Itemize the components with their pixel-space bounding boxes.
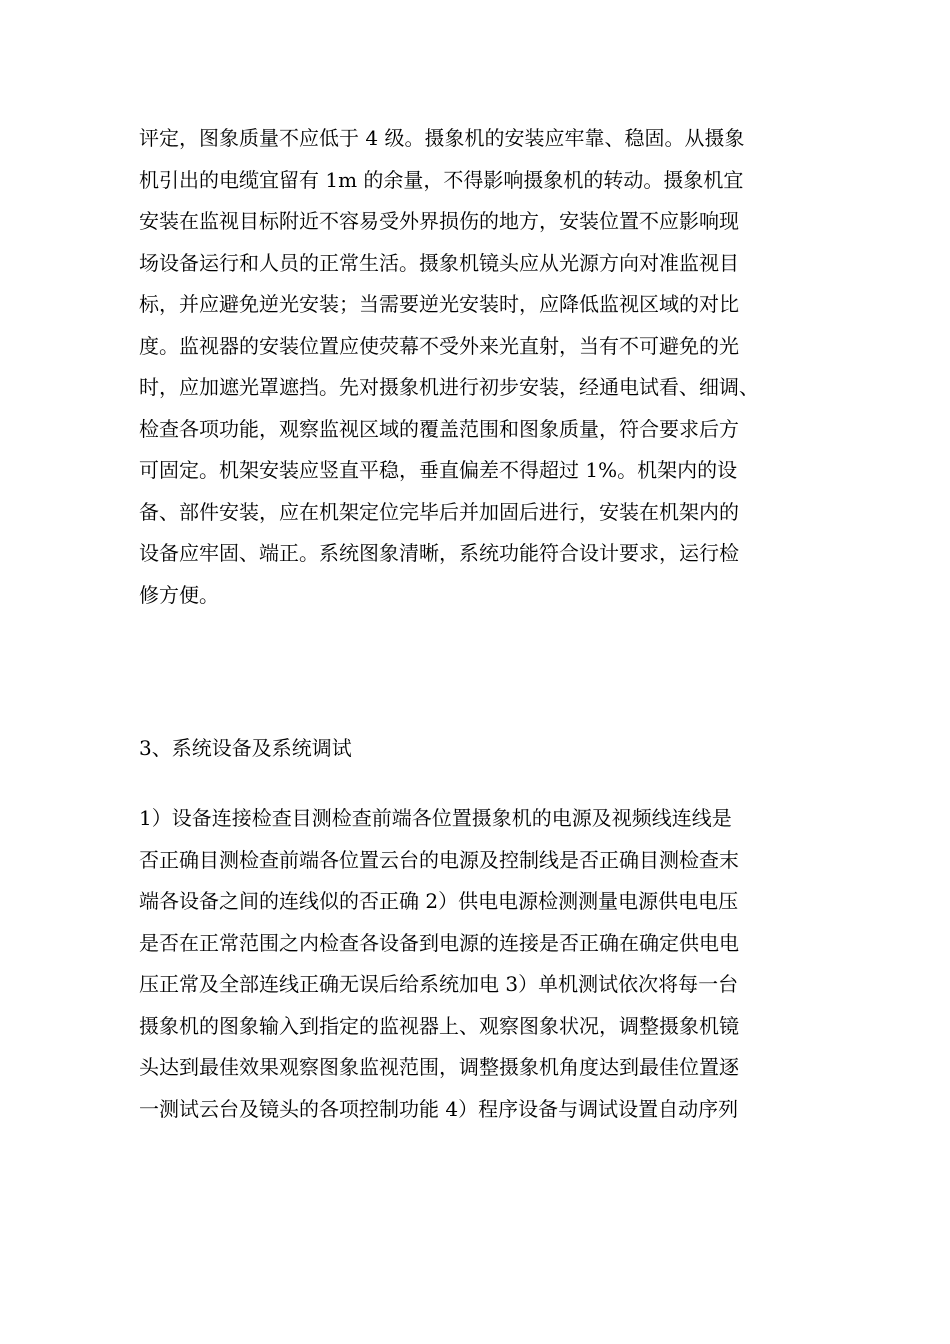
text-line: 1）设备连接检查目测检查前端各位置摄象机的电源及视频线连线是 bbox=[139, 806, 732, 830]
text-line: 否正确目测检查前端各位置云台的电源及控制线是否正确目测检查末 bbox=[139, 847, 739, 872]
text-line: 备、部件安装，应在机架定位完毕后并加固后进行，安装在机架内的 bbox=[139, 499, 739, 524]
text-line: 标，并应避免逆光安装；当需要逆光安装时，应降低监视区域的对比 bbox=[139, 292, 739, 316]
text-line: 评定，图象质量不应低于 4 级。摄象机的安装应牢靠、稳固。从摄象 bbox=[139, 126, 745, 150]
text-line: 可固定。机架安装应竖直平稳，垂直偏差不得超过 1%。机架内的设 bbox=[139, 458, 738, 482]
text-line: 时，应加遮光罩遮挡。先对摄象机进行初步安装，经通电试看、细调、 bbox=[139, 375, 759, 399]
text-line: 一测试云台及镜头的各项控制功能 4）程序设备与调试设置自动序列 bbox=[139, 1096, 739, 1121]
text-line: 场设备运行和人员的正常生活。摄象机镜头应从光源方向对准监视目 bbox=[139, 250, 739, 275]
section-heading bbox=[139, 728, 829, 770]
text-line: 摄象机的图象输入到指定的监视器上、观察图象状况，调整摄象机镜 bbox=[139, 1013, 739, 1038]
text-line: 度。监视器的安装位置应使荧幕不受外来光直射，当有不可避免的光 bbox=[139, 333, 739, 358]
text-line: 是否在正常范围之内检查各设备到电源的连接是否正确在确定供电电 bbox=[139, 930, 739, 955]
text-line: 压正常及全部连线正确无误后给系统加电 3）单机测试依次将每一台 bbox=[139, 972, 739, 996]
text-line: 端各设备之间的连线似的否正确 2）供电电源检测测量电源供电电压 bbox=[139, 889, 739, 913]
text-line: 设备应牢固、端正。系统图象清晰，系统功能符合设计要求，运行检 bbox=[139, 541, 739, 565]
text-line: 检查各项功能，观察监视区域的覆盖范围和图象质量，符合要求后方 bbox=[139, 416, 739, 441]
text-line: 安装在监视目标附近不容易受外界损伤的地方，安装位置不应影响现 bbox=[139, 209, 739, 233]
text-line: 机引出的电缆宜留有 1m 的余量，不得影响摄象机的转动。摄象机宜 bbox=[139, 167, 744, 192]
section-heading-text: 3、系统设备及系统调试 bbox=[139, 736, 352, 760]
text-line: 头达到最佳效果观察图象监视范围，调整摄象机角度达到最佳位置逐 bbox=[139, 1055, 739, 1079]
text-line: 修方便。 bbox=[139, 582, 219, 607]
paragraph-installation bbox=[139, 118, 829, 616]
paragraph-system-debugging bbox=[139, 798, 829, 1130]
